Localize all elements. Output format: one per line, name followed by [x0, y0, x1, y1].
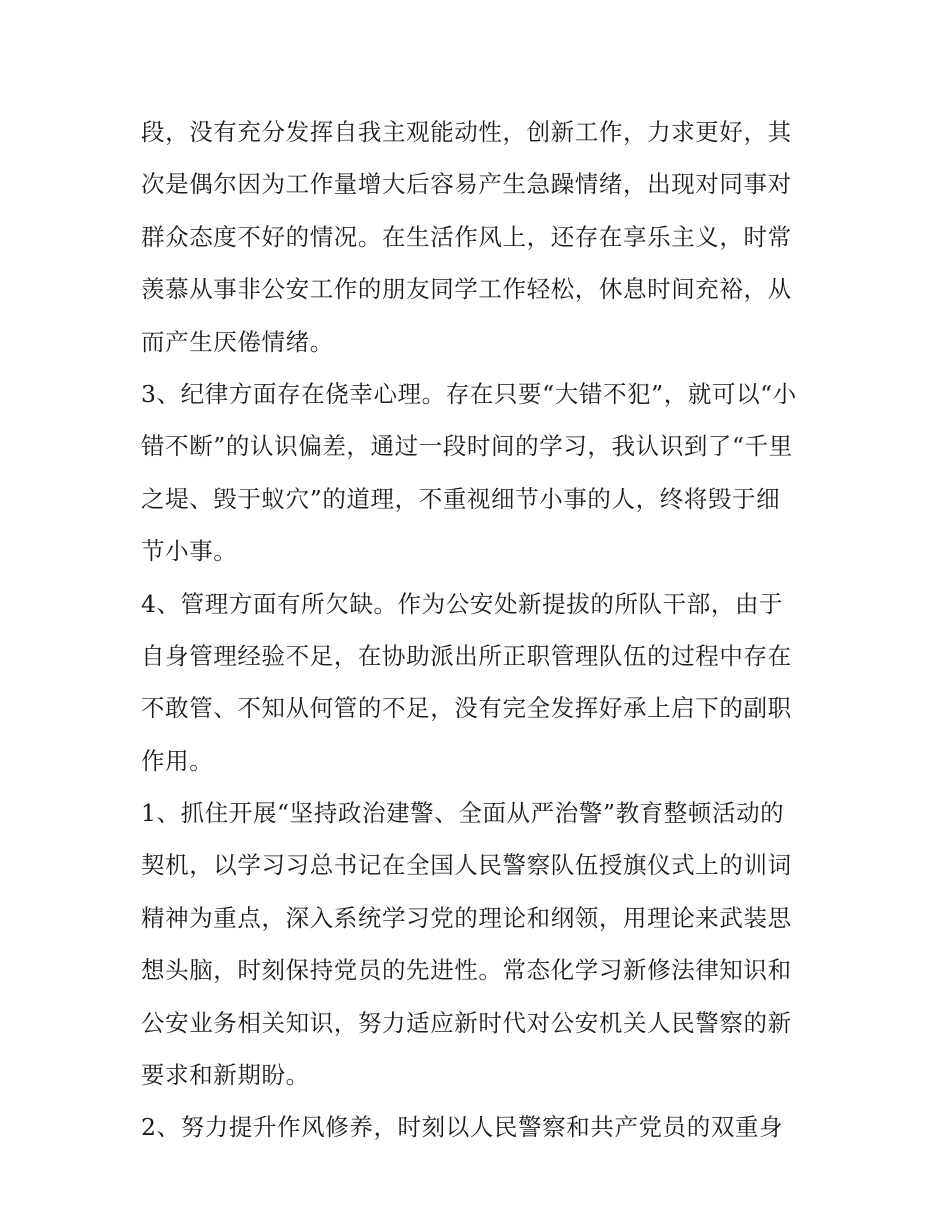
- text-line: 契机，以学习习总书记在全国人民警察队伍授旗仪式上的训词: [141, 851, 792, 880]
- text-line: 节小事。: [141, 537, 238, 566]
- text-line: 羡慕从事非公安工作的朋友同学工作轻松，休息时间充裕，从: [141, 275, 792, 304]
- text-line: 次是偶尔因为工作量增大后容易产生急躁情绪，出现对同事对: [141, 170, 792, 199]
- text-line: 3、纪律方面存在侥幸心理。存在只要“大错不犯”，就可以“小: [141, 379, 797, 408]
- text-line: 不敢管、不知从何管的不足，没有完全发挥好承上启下的副职: [141, 694, 792, 723]
- text-line: 自身管理经验不足，在协助派出所正职管理队伍的过程中存在: [141, 641, 792, 670]
- text-line: 1、抓住开展“坚持政治建警、全面从严治警”教育整顿活动的: [141, 799, 785, 828]
- text-line: 4、管理方面有所欠缺。作为公安处新提拔的所队干部，由于: [141, 589, 784, 618]
- text-line: 想头脑，时刻保持党员的先进性。常态化学习新修法律知识和: [141, 956, 792, 985]
- text-line: 段，没有充分发挥自我主观能动性，创新工作，力求更好，其: [141, 118, 792, 146]
- text-line: 要求和新期盼。: [141, 1061, 310, 1090]
- text-line: 而产生厌倦情绪。: [141, 327, 334, 356]
- text-line: 群众态度不好的情况。在生活作风上，还存在享乐主义，时常: [141, 222, 792, 251]
- document-body: [141, 106, 813, 1154]
- text-line: 公安业务相关知识，努力适应新时代对公安机关人民警察的新: [141, 1008, 792, 1037]
- text-line: 作用。: [141, 746, 214, 775]
- text-line: 错不断”的认识偏差，通过一段时间的学习，我认识到了“千里: [141, 432, 793, 461]
- text-line: 2、努力提升作风修养，时刻以人民警察和共产党员的双重身: [141, 1113, 784, 1142]
- text-line: 精神为重点，深入系统学习党的理论和纲领，用理论来武装思: [141, 903, 792, 932]
- text-line: 之堤、毁于蚁穴”的道理，不重视细节小事的人，终将毁于细: [141, 484, 781, 513]
